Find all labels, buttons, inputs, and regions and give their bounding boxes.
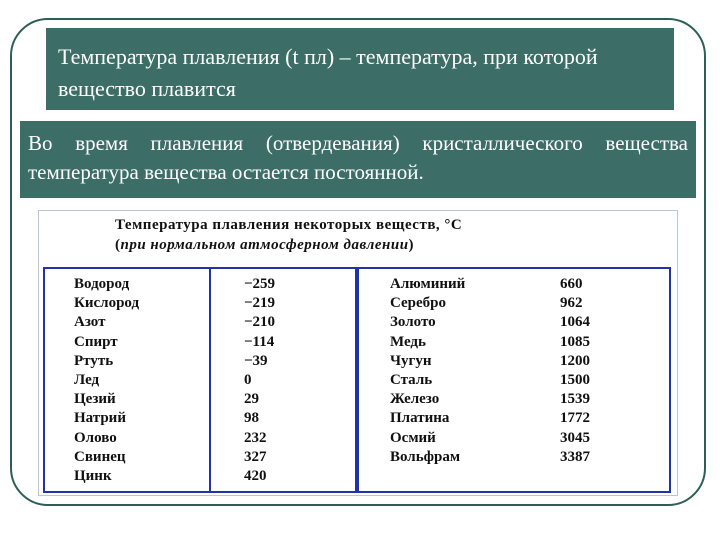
melting-temperature: 1539 <box>560 391 590 408</box>
substance-name: Золото <box>390 314 436 331</box>
substance-name: Серебро <box>390 295 447 312</box>
melting-temperature: 1500 <box>560 371 590 388</box>
substance-name: Цинк <box>74 467 112 484</box>
right-substance-column <box>390 275 465 467</box>
melting-temperature: 1772 <box>560 410 590 427</box>
substance-name: Спирт <box>74 333 118 350</box>
melting-temperature: 98 <box>244 410 259 427</box>
melting-temperature: −219 <box>244 295 276 312</box>
substance-name: Сталь <box>390 371 433 388</box>
column-divider <box>357 267 359 493</box>
substance-name: Железо <box>390 391 440 408</box>
melting-temperature: 1200 <box>560 352 590 369</box>
melting-temperature: 3045 <box>560 429 590 446</box>
substance-name: Вольфрам <box>390 448 461 465</box>
substance-name: Цезий <box>74 391 116 408</box>
substance-name: Платина <box>390 410 450 427</box>
substance-name: Ртуть <box>74 352 114 369</box>
melting-temperature: 420 <box>244 467 267 484</box>
substance-name: Медь <box>390 333 426 350</box>
melting-note: Во время плавления (отвердевания) кристаллического вещества температура вещества остается постоянной. <box>20 121 696 198</box>
substance-name: Свинец <box>74 448 126 465</box>
substance-name: Лед <box>74 371 100 388</box>
right-value-column <box>560 275 590 467</box>
substance-name: Кислород <box>74 295 140 312</box>
melting-temperature: 3387 <box>560 448 590 465</box>
table-subtitle: (при нормальном атмосферном давлении) <box>115 237 415 253</box>
substance-name: Натрий <box>74 410 126 427</box>
left-value-column <box>244 275 275 486</box>
melting-temperature: 1064 <box>560 314 590 331</box>
substance-name: Чугун <box>390 352 432 369</box>
melting-temperature: −114 <box>244 333 275 350</box>
substance-name: Алюминий <box>390 276 466 292</box>
melting-temperature: 29 <box>244 391 259 408</box>
melting-temperature: 0 <box>244 371 252 388</box>
left-values-column-border <box>209 267 357 493</box>
melting-temperature: 327 <box>244 448 267 465</box>
melting-temperature: 232 <box>244 429 267 446</box>
definition-title: Температура плавления (t пл) – температура, при которой вещество плавится <box>46 28 674 110</box>
melting-temperature: 962 <box>560 295 583 312</box>
melting-point-table <box>38 210 678 496</box>
substance-name: Азот <box>74 314 106 331</box>
melting-temperature: −39 <box>244 352 268 369</box>
melting-temperature: 1085 <box>560 333 590 350</box>
substance-name: Водород <box>74 276 130 292</box>
melting-temperature: 660 <box>560 276 583 292</box>
table-title: Температура плавления некоторых веществ, °С <box>115 217 463 233</box>
substance-name: Осмий <box>390 429 436 446</box>
left-substance-column <box>74 275 139 486</box>
melting-temperature: −210 <box>244 314 276 331</box>
melting-temperature: −259 <box>244 276 276 292</box>
substance-name: Олово <box>74 429 117 446</box>
